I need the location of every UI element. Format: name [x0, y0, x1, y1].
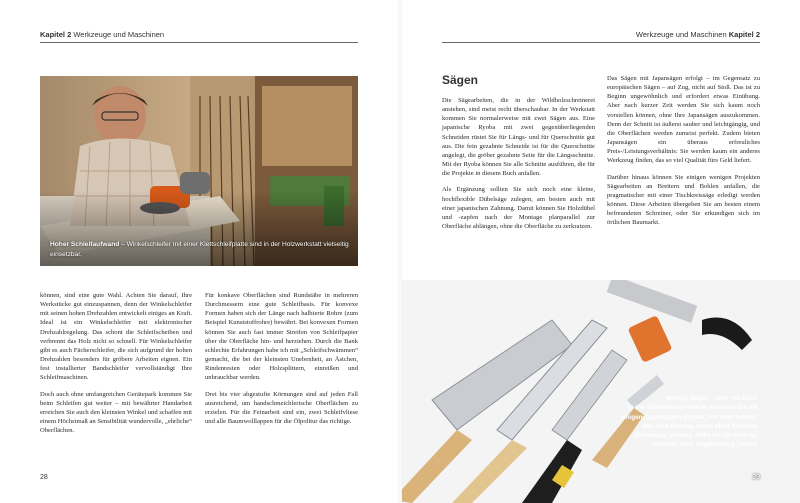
running-head-right	[636, 30, 760, 39]
left-page	[0, 0, 398, 503]
man-sanding-wood-illustration	[40, 76, 358, 266]
saws-caption	[558, 394, 758, 450]
caption-line: Schnitte: eine Sägeführung (oben).	[651, 441, 758, 449]
caption-line: einigen Japansägen (Ryoba, mit zwei Schnei-	[620, 413, 758, 421]
paragraph: Drei bis vier abgestufte Körnungen sind auf jeden Fall ausreichend, um handschmeichlerische Oberflächen zu erzielen. Für die Feinarbeit sind ein, zwei Schleifvliese und alle Baumwolllappen für die Ölpolitur das richtige.	[205, 390, 358, 426]
left-column-1	[40, 291, 192, 442]
paragraph: Die Sägearbeiten, die in der Wildholzschreinerei anstehen, sind meist recht überschaubar. In der Werkstatt kommen Sie normalerweise mit zwei Sägen aus. Eine japanische Ryoba mit zwei gegenüberliegenden Schneiden rüstet Sie für Längs- und für Querschnitte gut aus. Die fein gezahnte Schneide ist für die Querschnitte angelegt, die gröber gezahnte Seite für die Längsschnitte. Mit der Ryoba können Sie alle Schnitte ausführen, die für die Projekte in diesem Buch anfallen.	[442, 97, 595, 178]
page-number-right: 29	[752, 474, 760, 481]
photo-caption-text: – Winkelschleifer mit einer Klettschleifplatte sind in der Holzwerkstatt vielseitig einsetzbar.	[50, 241, 349, 258]
paragraph: Doch auch ohne umfangreichen Gerätepark kommen Sie beim Schleifen gut weiter – mit bewährter Handarbeit erreichen Sie auch den kleinsten Winkel und schaffen mit einem Höchstmaß an Sensibilität wundervolle, „ehrliche“ Oberflächen.	[40, 390, 192, 435]
paragraph: Für konkave Oberflächen sind Rundstäbe in mehreren Durchmessern eine gute Schleifbasis. Für konvexe Formen haben sich der Länge nach halbierte Rohre (zum Beispiel Kunststoffrohre) bewährt. Bei konvexen Formen können Sie auch fast immer Streifen von Schleifpapier über die Oberfläche hin- und herziehen. Durch die Bank schlechte Erfahrungen habe ich mit „Schleifschwämmen“ gemacht, die bei der kleinsten Unebenheit, an Ästchen, Rindenresten oder Holzsplittern, einreißen und unbrauchbar werden.	[205, 292, 358, 382]
japanese-saws-illustration	[402, 280, 800, 503]
japanese-saws-photo	[402, 280, 800, 503]
right-page	[402, 0, 800, 503]
caption-line: In der Wildholzschreinerei kommen Sie mit	[627, 404, 758, 412]
photo-caption	[50, 240, 350, 259]
page-number-left: 28	[40, 474, 48, 481]
paragraph: Als Ergänzung sollten Sie sich noch eine kleine, hochflexible Dübelsäge zulegen, am besten auch mit einer japanischen Zahnung. Damit können Sie Holzdübel und -zapfen nach der Montage planparallel zur Oberfläche ablängen, ohne die Oberfläche zu zerkratzen.	[442, 186, 595, 231]
right-column-1	[442, 96, 595, 238]
caption-line: Wenige Sägen – aber mit Biss!	[665, 395, 758, 402]
running-head-left	[40, 30, 164, 39]
paragraph: können, sind eine gute Wahl. Achten Sie darauf, Ihre Werkstücke gut einzuspannen, denn der Winkelschleifer mit seinen hohen Drehzahlen entwickelt einiges an Kraft. Ideal ist ein Winkelschleifer mit elektronischer Drehzahlregelung. Das schont die Schleifscheiben und verbrennt das Holz nicht so schnell. Für Winkelschleifer gibt es auch Fächerschleifer, die sich aufgrund der hohen Drehzahlen besonders für gröbere Arbeiten eignen. Ein fest installierter Bandschleifer vervollständigt Ihre Schleifmaschinen.	[40, 292, 192, 382]
chapter-label: Kapitel 2	[40, 30, 72, 39]
header-rule	[442, 42, 760, 43]
paragraph: Das Sägen mit Japansägen erfolgt – im Gegensatz zu europäischen Sägen – auf Zug, nicht auf Stoß. Das ist zu Beginn ungewöhnlich und erfordert etwas Einübung. Aber nach kurzer Zeit werden Sie sich kaum noch vorstellen können, ohne Ihre Japansägen auszukommen. Denn der Schnitt ist äußerst sauber und leichtgängig, und die Oberflächen werden zumeist perfekt. Zudem bieten Japansägen ein überaus erfreuliches Preis-/Leistungsverhältnis: Sie werden kaum ein anderes Werkzeug finden, das so viel Qualität fürs Geld liefert.	[607, 75, 760, 165]
left-column-2	[205, 291, 358, 433]
chapter-title: Werkzeuge und Maschinen	[73, 30, 165, 39]
workshop-photo	[40, 76, 358, 266]
section-heading: Sägen	[442, 73, 479, 87]
chapter-title: Werkzeuge und Maschinen	[635, 30, 727, 39]
right-column-2	[607, 74, 760, 235]
caption-line: den, und Kataba) sowie einer flexiblen	[641, 422, 758, 430]
paragraph: Darüber hinaus können Sie einigen wenigen Projekten Sägearbeiten an Brettern und Bohlen anfallen, die pragmatischer mit einer Tischkreissäge erledigt werden können. Diese Arbeiten übergeben Sie am besten einem befreundeten Schreiner, oder Sie erkundigen sich im örtlichen Baumarkt.	[607, 173, 760, 227]
header-rule	[40, 42, 358, 43]
caption-line: Dübelsäge gut aus. Hilfreich für winklige	[634, 432, 758, 440]
chapter-label: Kapitel 2	[728, 30, 760, 39]
photo-caption-bold: Hoher Schleifaufwand	[50, 241, 120, 248]
